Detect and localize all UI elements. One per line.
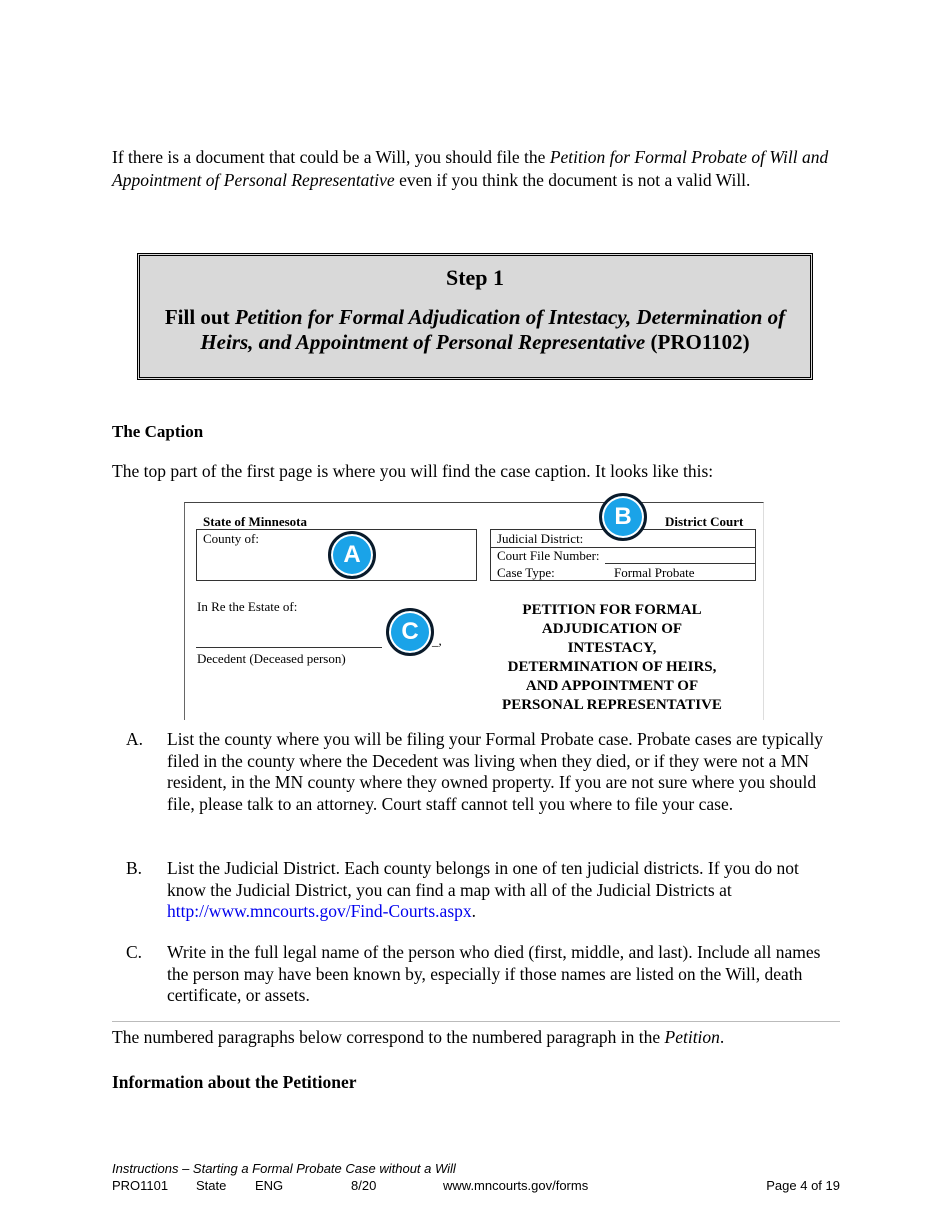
numbered-paragraph-note bbox=[112, 1027, 724, 1048]
fig-county-label: County of: bbox=[203, 531, 259, 546]
list-text: List the county where you will be filing your Formal Probate case. Probate cases are typically filed in the county where the Decedent was living when they died, or if they were not a MN resident, in the MN county where they owned property. If you are not sure where you should file, please talk to an attorney. Court staff cannot tell you where to file your case. bbox=[167, 729, 824, 814]
petition-title-line: AND APPOINTMENT OF bbox=[525, 678, 699, 694]
step-form-code: (PRO1102) bbox=[645, 330, 750, 354]
fig-court-file-number: Court File Number: bbox=[497, 548, 600, 563]
footer-state: State bbox=[196, 1178, 227, 1193]
intro-text-end: even if you think the document is not a valid Will. bbox=[394, 170, 751, 190]
fig-judicial-district: Judicial District: bbox=[497, 531, 584, 546]
fig-case-type-label: Case Type: bbox=[497, 565, 555, 580]
petition-title-line: DETERMINATION OF HEIRS, bbox=[507, 659, 717, 675]
footer-row bbox=[112, 1178, 840, 1195]
list-item-b bbox=[112, 858, 840, 924]
footer-page-number: Page 4 of 19 bbox=[766, 1178, 840, 1193]
step-instruction bbox=[150, 305, 800, 355]
list-letter: C. bbox=[126, 942, 143, 962]
petition-title-line: INTESTACY, bbox=[567, 640, 657, 656]
petition-title-line: ADJUDICATION OF bbox=[541, 621, 683, 637]
caption-figure bbox=[184, 502, 764, 720]
fig-case-type-value: Formal Probate bbox=[614, 565, 695, 580]
list-text bbox=[167, 858, 842, 923]
list-letter: B. bbox=[126, 858, 143, 878]
fig-state: State of Minnesota bbox=[203, 514, 307, 529]
intro-text: If there is a document that could be a Will, you should file the bbox=[112, 147, 550, 167]
fig-in-re: In Re the Estate of: bbox=[197, 599, 298, 614]
footer-form-code: PRO1101 bbox=[112, 1178, 169, 1193]
list-item-c bbox=[112, 942, 840, 1008]
divider bbox=[112, 1021, 840, 1022]
step-box bbox=[137, 253, 813, 380]
badge-b: B bbox=[599, 493, 647, 541]
list-text: Write in the full legal name of the person who died (first, middle, and last). Include all names the person may have been known by, especially if those names are listed on the Will, death certificate, or assets. bbox=[167, 942, 821, 1005]
footer-title-text: Instructions – Starting a Formal Probate Case without a Will bbox=[112, 1161, 456, 1176]
badge-c: C bbox=[386, 608, 434, 656]
intro-paragraph bbox=[112, 146, 840, 192]
step-form-name: Petition for Formal Adjudication of Intestacy, Determination of Heirs, and Appointment of Personal Representative bbox=[200, 305, 786, 354]
petition-title-line: PETITION FOR FORMAL bbox=[522, 602, 702, 618]
badge-a: A bbox=[328, 531, 376, 579]
petitioner-heading: Information about the Petitioner bbox=[112, 1072, 357, 1092]
intro-form-name: Petition for Formal Probate of Will and Appointment of Personal Representative bbox=[112, 147, 829, 190]
fig-court: District Court bbox=[665, 514, 744, 529]
caption-heading: The Caption bbox=[112, 422, 204, 441]
footer-website[interactable]: www.mncourts.gov/forms bbox=[443, 1178, 589, 1193]
petition-title-line: PERSONAL REPRESENTATIVE bbox=[502, 697, 722, 713]
numbered-text: The numbered paragraphs below correspond to the numbered paragraph in the bbox=[112, 1027, 665, 1047]
caption-intro: The top part of the first page is where you will find the case caption. It looks like this: bbox=[112, 461, 714, 481]
fig-decedent: Decedent (Deceased person) bbox=[197, 651, 346, 666]
fig-name-line bbox=[196, 647, 382, 648]
list-item-a bbox=[112, 729, 840, 835]
footer-title bbox=[112, 1161, 840, 1176]
fig-petition-title bbox=[481, 601, 743, 715]
footer-date: 8/20 bbox=[351, 1178, 377, 1193]
list-text-body: List the Judicial District. Each county belongs in one of ten judicial districts. If you do not know the Judicial District, you can find a map with all of the Judicial Districts at bbox=[167, 858, 799, 900]
fig-divider bbox=[605, 563, 756, 564]
footer-language: ENG bbox=[255, 1178, 284, 1193]
step-title: Step 1 bbox=[445, 265, 505, 290]
numbered-petition: Petition bbox=[664, 1027, 720, 1047]
list-letter: A. bbox=[126, 729, 144, 749]
numbered-text-end: . bbox=[719, 1027, 725, 1047]
list-text-end: . bbox=[471, 901, 477, 921]
find-courts-link[interactable]: http://www.mncourts.gov/Find-Courts.aspx bbox=[167, 901, 472, 921]
fig-comma: _, bbox=[432, 633, 442, 648]
step-prefix: Fill out bbox=[164, 305, 235, 329]
